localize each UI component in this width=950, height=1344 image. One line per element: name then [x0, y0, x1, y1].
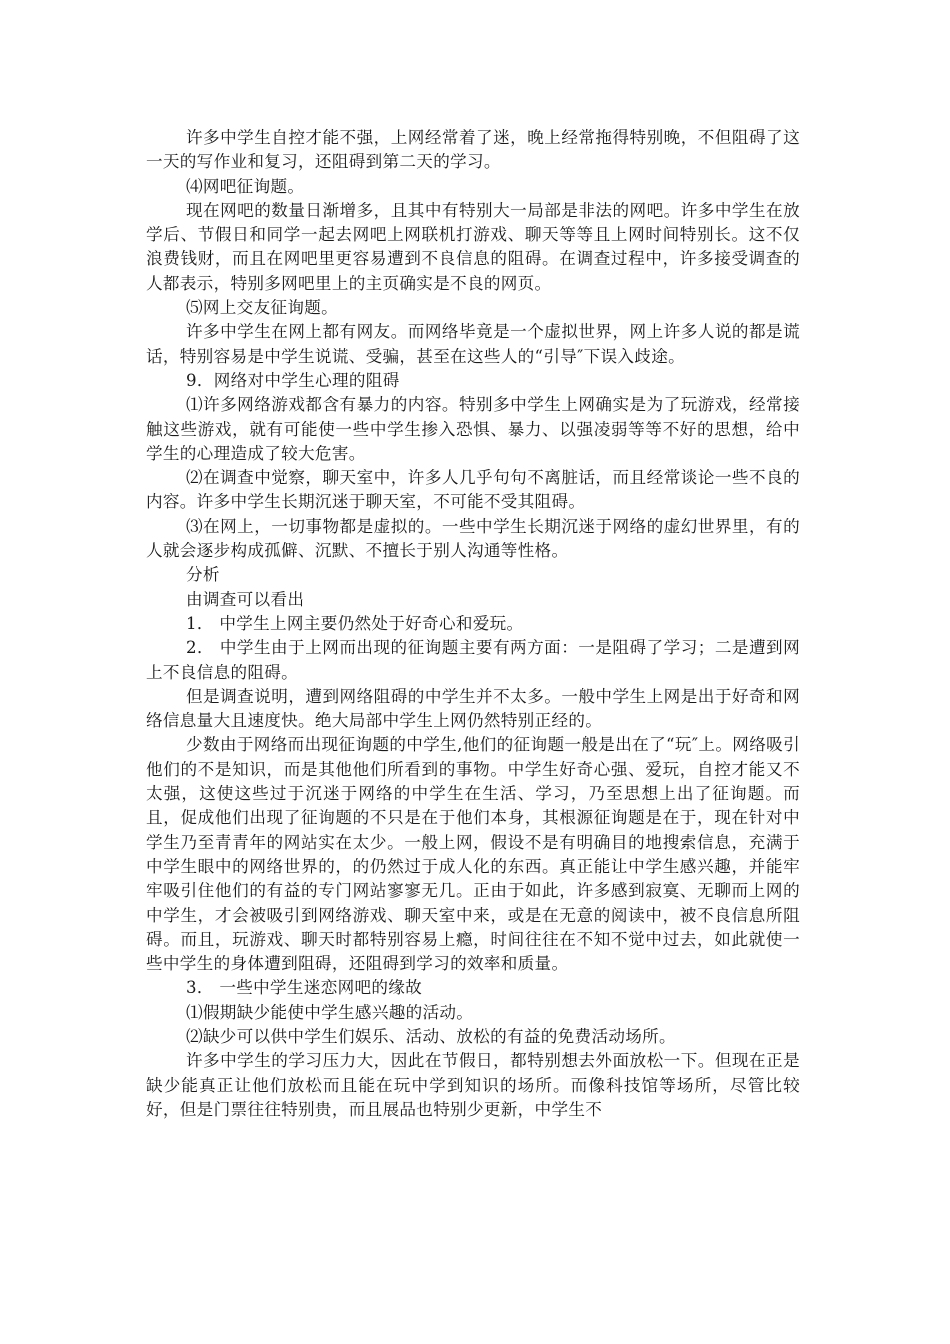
document-page: [146, 126, 800, 1122]
paragraph: ⑴许多网络游戏都含有暴力的内容。特别多中学生上网确实是为了玩游戏，经常接触这些游戏，就有可能使一些中学生掺入恐惧、暴力、以强凌弱等等不好的思想，给中学生的心理造成了较大危害。: [146, 395, 800, 463]
list-item: 3． 一些中学生迷恋网吧的缘故: [186, 978, 423, 998]
paragraph: ⑶在网上，一切事物都是虚拟的。一些中学生长期沉迷于网络的虚幻世界里，有的人就会逐步构成孤僻、沉默、不擅长于别人沟通等性格。: [146, 516, 800, 561]
paragraph: ⑵缺少可以供中学生们娱乐、活动、放松的有益的免费活动场所。: [186, 1026, 676, 1046]
paragraph: ⑴假期缺少能使中学生感兴趣的活动。: [186, 1002, 474, 1022]
paragraph: 少数由于网络而出现征询题的中学生,他们的征询题一般是出在了“玩″上。网络吸引他们的不是知识，而是其他他们所看到的事物。中学生好奇心强、爱玩，自控才能又不太强，这使这些过于沉迷于网络的中学生在生活、学习，乃至思想上出了征询题。而且，促成他们出现了征询题的不只是在于他们本身，其根源征询题是在于，现在针对中学生乃至青青年的网站实在太少。一般上网，假设不是有明确目的地搜索信息，充满于中学生眼中的网络世界的，的仍然过于成人化的东西。真正能让中学生感兴趣，并能牢牢吸引住他们的有益的专门网站寥寥无几。正由于如此，许多感到寂寞、无聊而上网的中学生，才会被吸引到网络游戏、聊天室中来，或是在无意的阅读中，被不良信息所阻碍。而且，玩游戏、聊天时都特别容易上瘾，时间往往在不知不觉中过去，如此就使一些中学生的身体遭到阻碍，还阻碍到学习的效率和质量。: [146, 735, 800, 974]
section-heading: 分析: [186, 565, 220, 585]
section-heading: ⑷网吧征询题。: [186, 176, 305, 196]
section-heading: 9．网络对中学生心理的阻碍: [186, 370, 400, 390]
paragraph: 现在网吧的数量日渐增多，且其中有特别大一局部是非法的网吧。许多中学生在放学后、节假日和同学一起去网吧上网联机打游戏、聊天等等且上网时间特别长。这不仅浪费钱财，而且在网吧里更容易遭到不良信息的阻碍。在调查过程中，许多接受调查的人都表示，特别多网吧里上的主页确实是不良的网页。: [146, 200, 800, 293]
paragraph: 许多中学生在网上都有网友。而网络毕竟是一个虚拟世界，网上许多人说的都是谎话，特别容易是中学生说谎、受骗，甚至在这些人的“引导″下误入歧途。: [146, 322, 800, 366]
paragraph: ⑵在调查中觉察，聊天室中，许多人几乎句句不离脏话，而且经常谈论一些不良的内容。许多中学生长期沉迷于聊天室，不可能不受其阻碍。: [146, 468, 800, 512]
list-item: 1． 中学生上网主要仍然处于好奇心和爱玩。: [186, 613, 524, 633]
paragraph: 由调查可以看出: [186, 589, 305, 609]
paragraph: 许多中学生的学习压力大，因此在节假日，都特别想去外面放松一下。但现在正是缺少能真正让他们放松而且能在玩中学到知识的场所。而像科技馆等场所，尽管比较好，但是门票往往特别贵，而且展品也特别少更新，中学生不: [146, 1051, 800, 1119]
list-item: 2． 中学生由于上网而出现的征询题主要有两方面：一是阻碍了学习；二是遭到网上不良信息的阻碍。: [146, 638, 800, 682]
paragraph: 但是调查说明，遭到网络阻碍的中学生并不太多。一般中学生上网是出于好奇和网络信息量大且速度快。绝大局部中学生上网仍然特别正经的。: [146, 686, 800, 731]
paragraph: 许多中学生自控才能不强，上网经常着了迷，晚上经常拖得特别晚，不但阻碍了这一天的写作业和复习，还阻碍到第二天的学习。: [146, 128, 800, 172]
section-heading: ⑸网上交友征询题。: [186, 298, 339, 318]
